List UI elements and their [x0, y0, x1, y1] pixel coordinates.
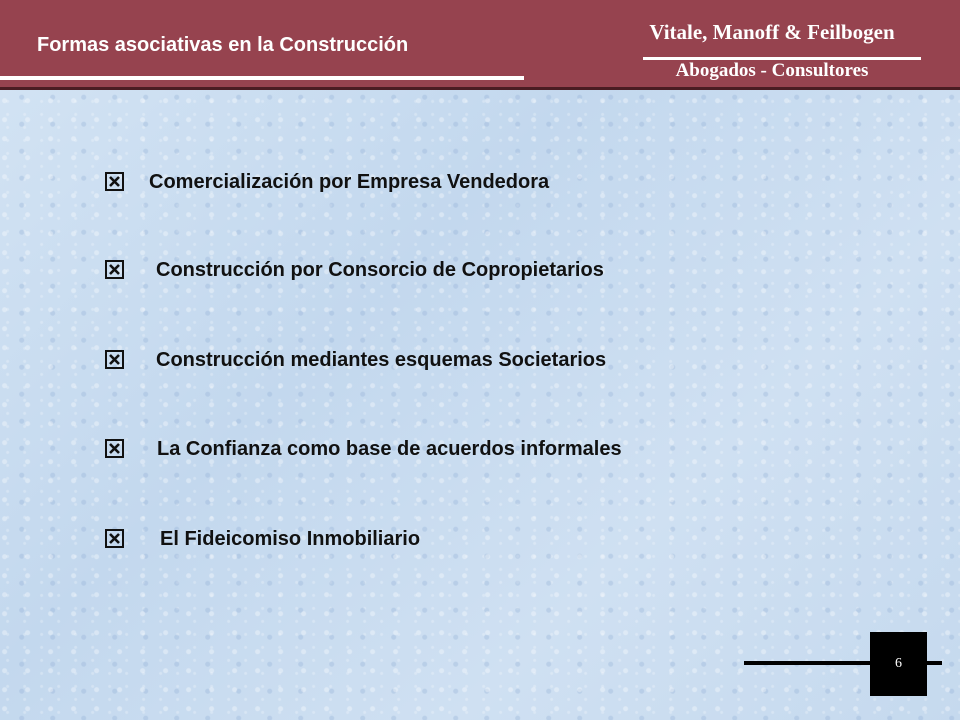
page-number-box [870, 632, 927, 696]
checkbox-x-icon [105, 350, 124, 369]
checkbox-x-icon [105, 439, 124, 458]
bullet-label: El Fideicomiso Inmobiliario [160, 528, 421, 550]
bullet-label: Comercialización por Empresa Vendedora [149, 171, 550, 193]
firm-name: Vitale, Manoff & Feilbogen [649, 20, 895, 44]
checkbox-x-icon [105, 529, 124, 548]
checkbox-x-icon [105, 172, 124, 191]
bullet-label: Construcción mediantes esquemas Societarios [156, 349, 607, 371]
firm-subtitle: Abogados - Consultores [675, 60, 869, 81]
bullet-label: La Confianza como base de acuerdos informales [157, 438, 622, 460]
bullet-label: Construcción por Consorcio de Copropietarios [156, 259, 604, 281]
slide-title: Formas asociativas en la Construcción [37, 34, 409, 56]
page-number: 6 [895, 656, 902, 671]
checkbox-x-icon [105, 260, 124, 279]
